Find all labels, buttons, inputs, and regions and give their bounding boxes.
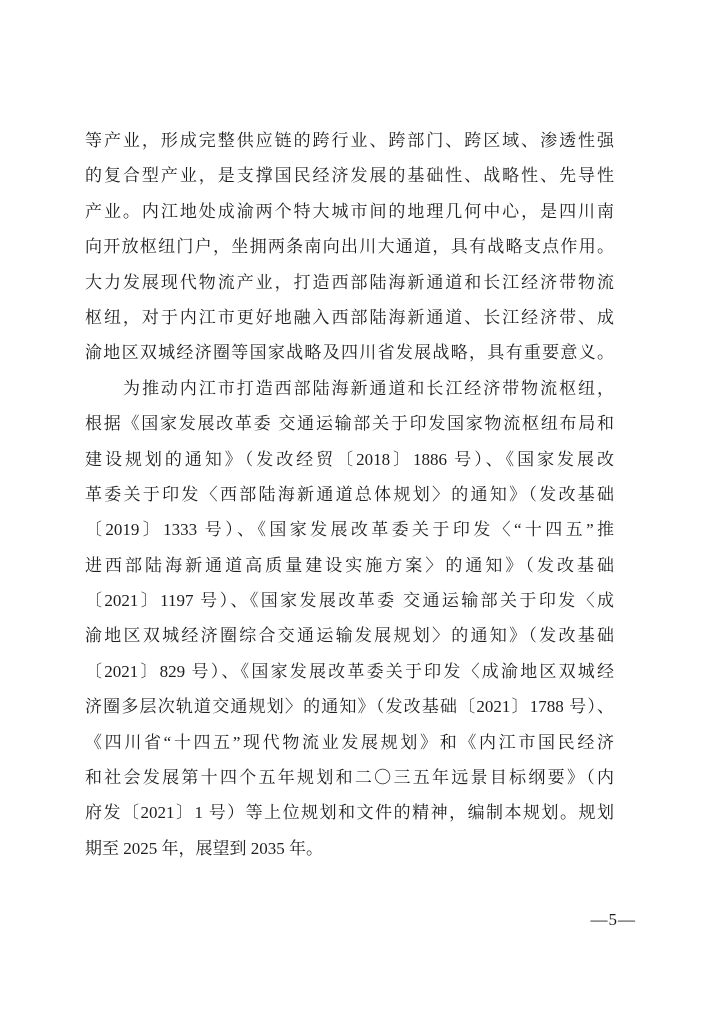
text-line: 枢纽，对于内江市更好地融入西部陆海新通道、长江经济带、成: [85, 307, 614, 327]
text-line: 〔2021〕829 号）、《国家发展改革委关于印发〈成渝地区双城经: [85, 661, 614, 681]
text-line: 《四川省“十四五”现代物流业发展规划》和《内江市国民经济: [85, 732, 614, 752]
text-line: 和社会发展第十四个五年规划和二〇三五年远景目标纲要》（内: [85, 768, 614, 788]
paragraph-2: [85, 371, 614, 866]
text-line: 渝地区双城经济圈等国家战略及四川省发展战略，具有重要意义。: [85, 343, 614, 363]
text-line: 革委关于印发〈西部陆海新通道总体规划〉的通知》（发改基础: [85, 484, 614, 504]
text-line: 产业。内江地处成渝两个特大城市间的地理几何中心，是四川南: [85, 201, 614, 221]
text-line: 为推动内江市打造西部陆海新通道和长江经济带物流枢纽，: [123, 378, 614, 398]
text-line: 根据《国家发展改革委 交通运输部关于印发国家物流枢纽布局和: [85, 414, 614, 434]
text-line: 进西部陆海新通道高质量建设实施方案〉的通知》（发改基础: [85, 555, 614, 575]
text-line: 等产业，形成完整供应链的跨行业、跨部门、跨区域、渗透性强: [85, 131, 614, 150]
text-line: 府发〔2021〕1 号）等上位规划和文件的精神，编制本规划。规划: [85, 803, 614, 823]
text-line: 的复合型产业，是支撑国民经济发展的基础性、战略性、先导性: [85, 166, 614, 186]
page-number: —5—: [590, 910, 636, 929]
text-line: 期至 2025 年，展望到 2035 年。: [85, 838, 323, 858]
text-line: 渝地区双城经济圈综合交通运输发展规划〉的通知》（发改基础: [85, 626, 614, 646]
text-line: 建设规划的通知》（发改经贸〔2018〕1886 号）、《国家发展改: [85, 449, 614, 469]
text-line: 〔2019〕1333 号）、《国家发展改革委关于印发〈“十四五”推: [85, 520, 614, 540]
text-line: 大力发展现代物流产业，打造西部陆海新通道和长江经济带物流: [85, 272, 614, 292]
text-line: 济圈多层次轨道交通规划〉的通知》（发改基础〔2021〕1788 号）、: [85, 697, 614, 717]
text-line: 〔2021〕1197 号）、《国家发展改革委 交通运输部关于印发〈成: [85, 591, 614, 611]
paragraph-1: [85, 123, 614, 371]
text-line: 向开放枢纽门户，坐拥两条南向出川大通道，具有战略支点作用。: [85, 237, 614, 257]
body-text: [85, 123, 614, 866]
